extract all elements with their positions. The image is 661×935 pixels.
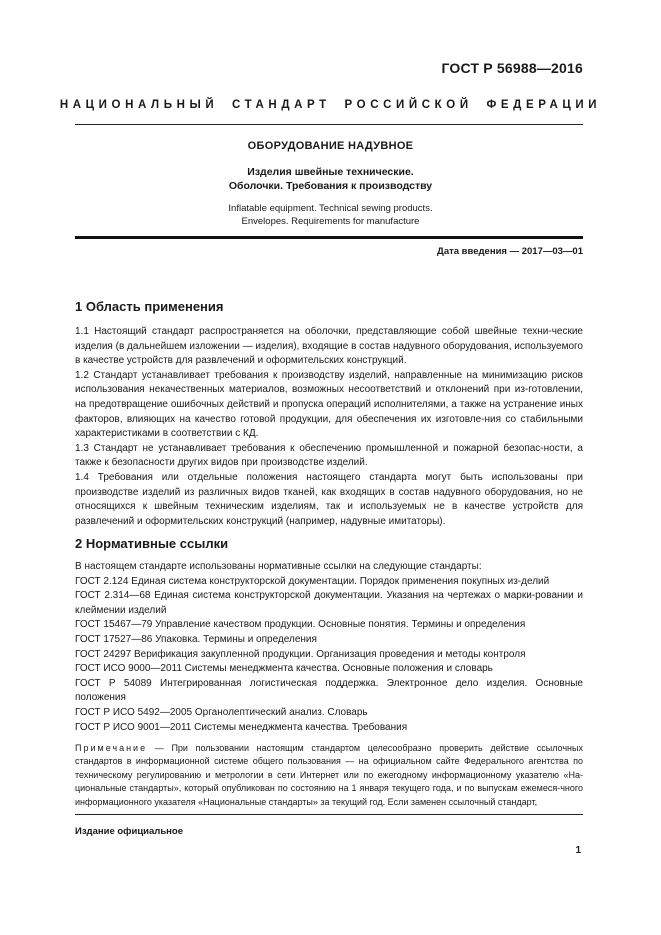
paragraph-1-4: 1.4 Требования или отдельные положения настоящего стандарта могут быть использованы при производстве изделий из различных видов тканей, как входящих в состав надувного оборудования, но не относящихся к швейным техническим изделиям, так и используемых не в качестве устройств для развлечений и оформительских конструкций (например, надувные имитаторы). [75,471,583,527]
reference-item: ГОСТ Р ИСО 5492—2005 Органолептический анализ. Словарь [75,706,368,718]
footer-divider [75,814,583,815]
edition-label: Издание официальное [75,826,183,837]
section-1-body [75,325,583,529]
reference-item: ГОСТ ИСО 9000—2011 Системы менеджмента качества. Основные положения и словарь [75,663,493,675]
subtitle-line-2: Оболочки. Требования к производству [228,180,433,192]
english-title [0,202,661,228]
reference-item: ГОСТ Р ИСО 9001—2011 Системы менеджмента качества. Требования [75,721,408,733]
national-standard-banner: НАЦИОНАЛЬНЫЙ СТАНДАРТ РОССИЙСКОЙ ФЕДЕРАЦИИ [59,99,602,111]
paragraph-1-2: 1.2 Стандарт устанавливает требования к производству изделий, направленные на минимизацию рисков использования некачественных материалов, возможных несоответствий и отклонений при из-готовлении, на предотвращение ошибочных действий и пропуска операций исполнителями, а также на устранение иных факторов, влияющих на качество готовой продукции, для обеспечения их изготовле-ния со стабильными характеристиками в соответствии с КД. [75,369,583,440]
reference-item: ГОСТ 15467—79 Управление качеством продукции. Основные понятия. Термины и определения [75,619,526,631]
paragraph-1-3: 1.3 Стандарт не устанавливает требования к обеспечению промышленной и пожарной безопас-ности, а также к безопасности других видов при производстве изделий. [75,442,583,469]
reference-item: ГОСТ 2.314—68 Единая система конструкторской документации. Указания на чертежах о марки-ровании и клеймении изделий [75,590,583,616]
standard-title: ОБОРУДОВАНИЕ НАДУВНОЕ [247,140,414,152]
page-number: 1 [575,845,581,856]
paragraph-1-1: 1.1 Настоящий стандарт распространяется на оболочки, представляющие собой швейные техни-ческие изделия (в дальнейшем изложении — изделия), входящие в состав надувного оборудования, используемого в качестве устройств для развлечений и оформительских конструкций. [75,326,583,367]
reference-item: ГОСТ Р 54089 Интегрированная логистическая поддержка. Электронное дело изделия. Основные положения [75,677,583,704]
document-number: ГОСТ Р 56988—2016 [441,60,583,76]
section-1-heading: 1 Область применения [75,299,224,314]
note-block [75,742,583,809]
reference-item: ГОСТ 2.124 Единая система конструкторской документации. Порядок применения покупных из-делий [75,575,550,587]
note-label: Примечание [75,743,148,753]
references-intro: В настоящем стандарте использованы нормативные ссылки на следующие стандарты: [75,561,482,572]
header-divider [75,124,583,125]
title-divider [75,236,583,239]
note-text: — При пользовании настоящим стандартом целесообразно проверить действие ссылочных стандартов в информационной системе общего пользования — на официальном сайте Федерального агентства по техническому регулированию и метрологии в сети Интернет или по ежегодному информационному указателю «На-циональные стандарты», который опубликован по состоянию на 1 января текущего года, и по выпускам ежемеся-чного информационного указателя «Национальные стандарты» за текущий год. Если заменен ссылочный стандарт, [75,743,583,807]
section-2-heading: 2 Нормативные ссылки [75,536,229,551]
reference-item: ГОСТ 24297 Верификация закупленной продукции. Организация проведения и методы контроля [75,648,526,660]
english-title-line-2: Envelopes. Requirements for manufacture [241,216,420,227]
english-title-line-1: Inflatable equipment. Technical sewing products. [228,203,433,214]
section-2-body [75,560,583,735]
standard-subtitle [0,165,661,193]
reference-item: ГОСТ 17527—86 Упаковка. Термины и определения [75,633,317,645]
subtitle-line-1: Изделия швейные технические. [247,166,414,178]
introduction-date: Дата введения — 2017—03—01 [437,246,583,257]
